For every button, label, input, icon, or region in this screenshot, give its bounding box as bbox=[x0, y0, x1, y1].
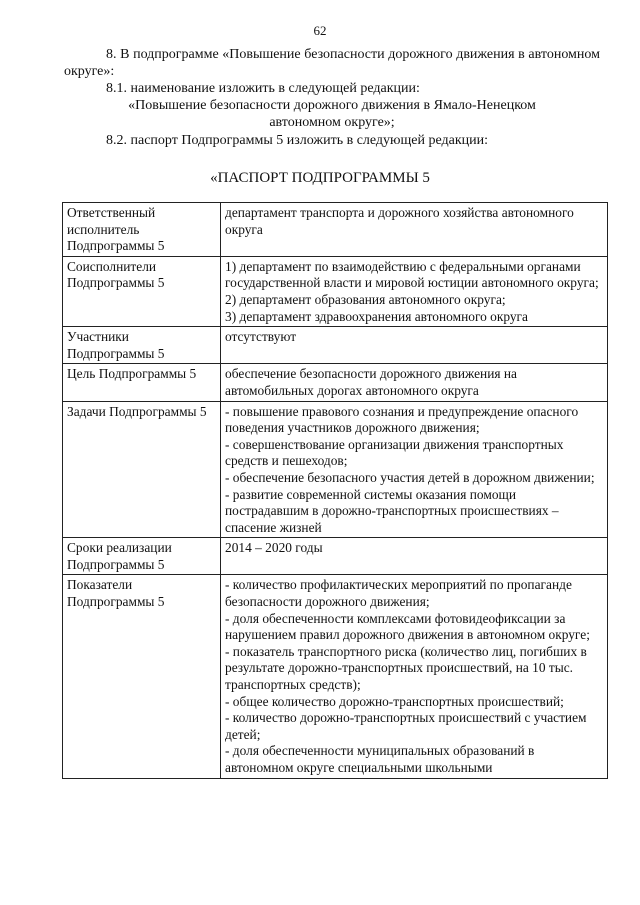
value-line: 2014 – 2020 годы bbox=[225, 540, 323, 556]
amendment-item-8-1: 8.1. наименование изложить в следующей редакции: bbox=[106, 81, 420, 96]
row-label: Цель Подпрограммы 5 bbox=[63, 364, 221, 401]
passport-title: «ПАСПОРТ ПОДПРОГРАММЫ 5 bbox=[210, 170, 430, 186]
value-line: отсутствуют bbox=[225, 329, 297, 345]
value-line: обеспечение безопасности дорожного движения на автомобильных дорогах автономного округа bbox=[225, 366, 517, 398]
value-line: - доля обеспеченности муниципальных образований в автономном округе специальными школьными bbox=[225, 743, 535, 775]
table-row bbox=[63, 256, 608, 326]
row-value bbox=[221, 575, 608, 778]
table-row bbox=[63, 364, 608, 401]
value-line: - показатель транспортного риска (количество лиц, погибших в результате дорожно-транспортных происшествий, на 10 тыс. транспортных средств); bbox=[225, 643, 587, 693]
amendment-item-8: 8. В подпрограмме «Повышение безопасности дорожного движения в автономном округе»: bbox=[64, 47, 600, 79]
value-line: департамент транспорта и дорожного хозяйства автономного округа bbox=[225, 205, 574, 237]
value-line: - развитие современной системы оказания помощи пострадавшим в дорожно-транспортных происшествиях – спасение жизней bbox=[225, 486, 559, 535]
value-line: 2) департамент образования автономного округа; bbox=[225, 291, 506, 307]
value-line: - обеспечение безопасного участия детей в дорожном движении; bbox=[225, 469, 595, 485]
amendment-item-8-2: 8.2. паспорт Подпрограммы 5 изложить в следующей редакции: bbox=[106, 133, 489, 148]
row-label: Сроки реализации Подпрограммы 5 bbox=[63, 538, 221, 575]
table-row bbox=[63, 203, 608, 257]
value-line: - доля обеспеченности комплексами фотовидеофиксации за нарушением правил дорожного движения в автономном округе; bbox=[225, 610, 590, 643]
value-line: - совершенствование организации движения транспортных средств и пешеходов; bbox=[225, 436, 564, 469]
row-value bbox=[221, 401, 608, 538]
new-title-line-2: автономном округе»; bbox=[269, 115, 395, 130]
row-value bbox=[221, 256, 608, 326]
table-row bbox=[63, 575, 608, 778]
row-label: Ответственный исполнитель Подпрограммы 5 bbox=[63, 203, 221, 257]
new-title-line-1: «Повышение безопасности дорожного движения в Ямало-Ненецком bbox=[128, 98, 536, 113]
amendment-intro bbox=[64, 46, 600, 149]
value-line: 3) департамент здравоохранения автономного округа bbox=[225, 308, 528, 324]
table-row bbox=[63, 401, 608, 538]
row-label: Участники Подпрограммы 5 bbox=[63, 327, 221, 364]
passport-table bbox=[62, 202, 608, 779]
row-value bbox=[221, 203, 608, 257]
value-line: - количество дорожно-транспортных происшествий с участием детей; bbox=[225, 710, 587, 742]
table-row bbox=[63, 538, 608, 575]
value-line: 1) департамент по взаимодействию с федеральными органами государственной власти и мировой юстиции автономного округа; bbox=[225, 258, 599, 291]
row-value bbox=[221, 327, 608, 364]
row-label: Показатели Подпрограммы 5 bbox=[63, 575, 221, 778]
row-value bbox=[221, 364, 608, 401]
row-label: Задачи Подпрограммы 5 bbox=[63, 401, 221, 538]
row-label: Соисполнители Подпрограммы 5 bbox=[63, 256, 221, 326]
row-value bbox=[221, 538, 608, 575]
value-line: - количество профилактических мероприятий по пропаганде безопасности дорожного движения; bbox=[225, 577, 572, 610]
table-row bbox=[63, 327, 608, 364]
value-line: - повышение правового сознания и предупреждение опасного поведения участников дорожного движения; bbox=[225, 403, 579, 436]
page-number: 62 bbox=[313, 23, 327, 38]
value-line: - общее количество дорожно-транспортных происшествий; bbox=[225, 693, 564, 709]
